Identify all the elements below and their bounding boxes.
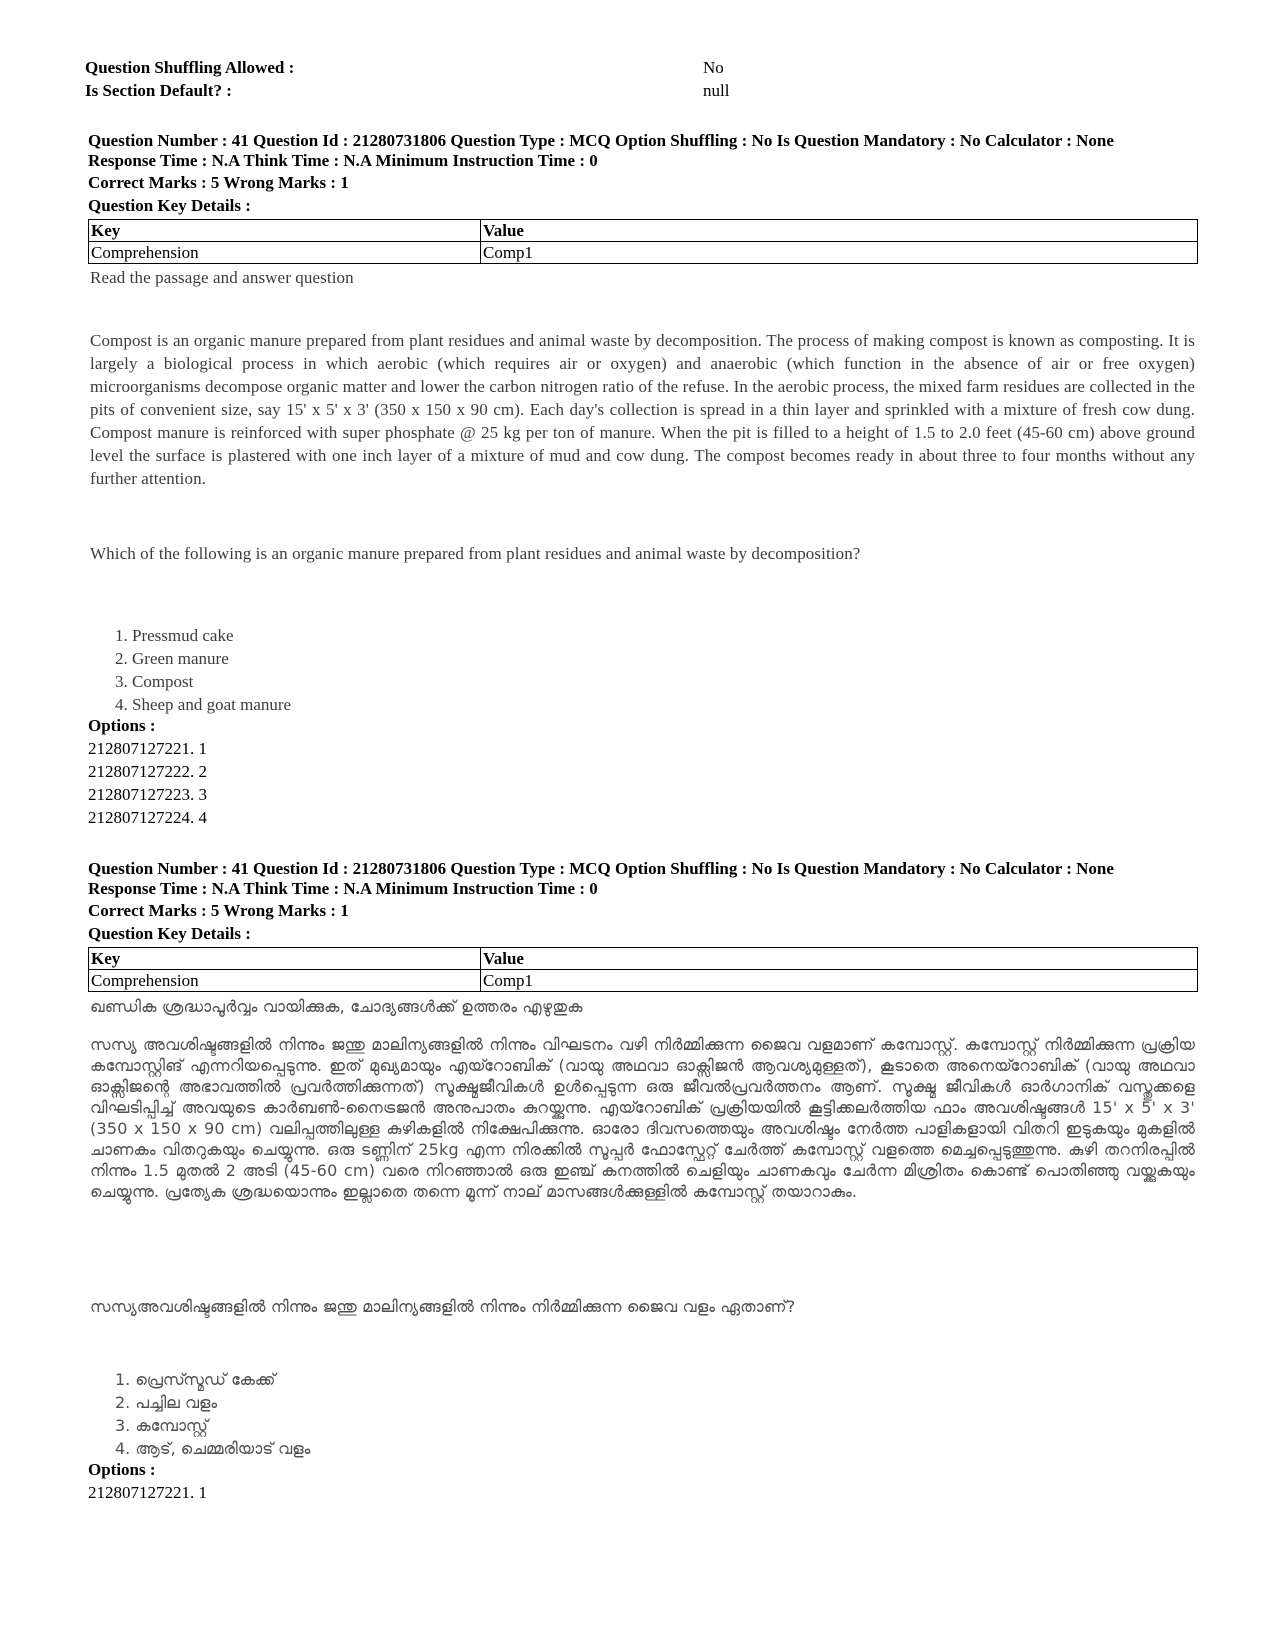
section-default-label: Is Section Default? :: [85, 81, 232, 100]
list-item: 4. ആട്, ചെമ്മരിയാട് വളം: [115, 1439, 311, 1458]
table-header-value: Value: [481, 948, 1198, 970]
shuffle-label: Question Shuffling Allowed :: [85, 58, 295, 77]
question-text: സസ്യഅവശിഷ്ടങ്ങളിൽ നിന്നും ജന്തു മാലിന്യങ്ങളിൽ നിന്നും നിർമ്മിക്കുന്ന ജൈവ വളം ഏതാണ്?: [90, 1297, 796, 1316]
table-cell-key: Comprehension: [89, 242, 481, 264]
table-row: [89, 970, 1198, 992]
passage-text: Compost is an organic manure prepared from plant residues and animal waste by decomposition. The process of making compost is known as composting. It is largely a biological process in which aerobic (which requires air or oxygen) and anaerobic (which function in the absence of air or free oxygen) microorganisms decompose organic matter and lower the carbon nitrogen ratio of the refuse. In the aerobic process, the mixed farm residues are collected in the pits of convenient size, say 15' x 5' x 3' (350 x 150 x 90 cm). Each day's collection is spread in a thin layer and sprinkled with a mixture of fresh cow dung. Compost manure is reinforced with super phosphate @ 25 kg per ton of manure. When the pit is filled to a height of 1.5 to 2.0 feet (45-60 cm) above ground level the surface is plastered with one inch layer of a mixture of mud and cow dung. The compost becomes ready in about three to four months without any further attention.: [90, 331, 1195, 488]
question-header-line2: Response Time : N.A Think Time : N.A Minimum Instruction Time : 0: [88, 879, 598, 898]
list-item: 2. പച്ചില വളം: [115, 1393, 218, 1412]
question-header: [88, 859, 1208, 899]
marks-line: Correct Marks : 5 Wrong Marks : 1: [88, 901, 349, 920]
question-header-line2: Response Time : N.A Think Time : N.A Minimum Instruction Time : 0: [88, 151, 598, 170]
options-label: Options :: [88, 716, 156, 735]
option-code: 212807127222. 2: [88, 762, 207, 781]
key-details-table: [88, 947, 1198, 992]
shuffle-value: No: [703, 58, 724, 77]
table-cell-key: Comprehension: [89, 970, 481, 992]
list-item: 1. പ്രെസ്സ്മഡ് കേക്ക്: [115, 1370, 276, 1389]
key-details-label: Question Key Details :: [88, 924, 251, 943]
question-text: Which of the following is an organic manure prepared from plant residues and animal waste by decomposition?: [90, 544, 861, 563]
table-header-key: Key: [89, 220, 481, 242]
list-item: 2. Green manure: [115, 649, 229, 668]
list-item: 3. കമ്പോസ്റ്റ്: [115, 1416, 208, 1435]
passage-instruction: Read the passage and answer question: [90, 268, 354, 287]
list-item: 4. Sheep and goat manure: [115, 695, 292, 714]
option-code: 212807127221. 1: [88, 739, 207, 758]
table-row: [89, 242, 1198, 264]
option-code: 212807127221. 1: [88, 1483, 207, 1502]
table-header-row: [89, 948, 1198, 970]
table-cell-value: Comp1: [481, 970, 1198, 992]
table-header-row: [89, 220, 1198, 242]
key-details-table: [88, 219, 1198, 264]
marks-line: Correct Marks : 5 Wrong Marks : 1: [88, 173, 349, 192]
option-code: 212807127224. 4: [88, 808, 207, 827]
choice-list: [115, 624, 291, 716]
key-details-label: Question Key Details :: [88, 196, 251, 215]
table-header-key: Key: [89, 948, 481, 970]
section-default-value: null: [703, 81, 730, 100]
option-code: 212807127223. 3: [88, 785, 207, 804]
question-header-line1: Question Number : 41 Question Id : 21280731806 Question Type : MCQ Option Shuffling : No Is Question Mandatory : No Calculator : None: [88, 859, 1114, 878]
question-header-line1: Question Number : 41 Question Id : 21280731806 Question Type : MCQ Option Shuffling : No Is Question Mandatory : No Calculator : None: [88, 131, 1114, 150]
options-label: Options :: [88, 1460, 156, 1479]
table-header-value: Value: [481, 220, 1198, 242]
passage-text: സസ്യ അവശിഷ്ടങ്ങളിൽ നിന്നും ജന്തു മാലിന്യങ്ങളിൽ നിന്നും വിഘടനം വഴി നിർമ്മിക്കുന്ന ജൈവ വളമാണ് കമ്പോസ്റ്റ്. കമ്പോസ്റ്റ് നിർമ്മിക്കുന്ന പ്രക്രിയ കമ്പോസ്റ്റിങ് എന്നറിയപ്പെടുന്നു. ഇത് മുഖ്യമായും എയ്റോബിക് (വായു അഥവാ ഓക്സിജൻ ആവശ്യമുള്ളത്), കൂടാതെ അനെയ്റോബിക് (വായു അഥവാ ഓക്സിജന്റെ അഭാവത്തിൽ പ്രവർത്തിക്കുന്നത്) സൂക്ഷ്മജീവികൾ ഉൾപ്പെടുന്ന ഒരു ജീവൽപ്രവർത്തനം ആണ്. സൂക്ഷ്മ ജീവികൾ ഓർഗാനിക് വസ്തുക്കളെ വിഘടിപ്പിച്ച് അവയുടെ കാർബൺ-നൈട്രജൻ അനുപാതം കുറയ്ക്കുന്നു. എയ്റോബിക് പ്രക്രിയയിൽ കൂട്ടിക്കലർത്തിയ ഫാം അവശിഷ്ടങ്ങൾ 15' x 5' x 3' (350 x 150 x 90 cm) വലിപ്പത്തിലുള്ള കുഴികളിൽ നിക്ഷേപിക്കുന്നു. ഓരോ ദിവസത്തെയും അവശിഷ്ടം നേർത്ത പാളികളായി വിതറി ഇടുകയും മുകളിൽ ചാണകം വിതറുകയും ചെയ്യുന്നു. ഒരു ടണ്ണിന് 25kg എന്ന നിരക്കിൽ സൂപ്പർ ഫോസ്ഫേറ്റ് ചേർത്ത് കമ്പോസ്റ്റ് വളത്തെ മെച്ചപ്പെടുത്തുന്നു. കുഴി തറനിരപ്പിൽ നിന്നും 1.5 മുതൽ 2 അടി (45-60 cm) വരെ നിറഞ്ഞാൽ ഒരു ഇഞ്ച് കനത്തിൽ ചെളിയും ചാണകവും ചേർന്ന മിശ്രിതം കൊണ്ട് പൊതിഞ്ഞു വയ്ക്കുകയും ചെയ്യുന്നു. പ്രത്യേക ശ്രദ്ധയൊന്നും ഇല്ലാതെ തന്നെ മൂന്ന് നാല് മാസങ്ങൾക്കുള്ളിൽ കമ്പോസ്റ്റ് തയാറാകും.: [90, 1035, 1195, 1201]
list-item: 3. Compost: [115, 672, 194, 691]
question-header: [88, 131, 1208, 171]
choice-list: [115, 1368, 310, 1460]
list-item: 1. Pressmud cake: [115, 626, 234, 645]
passage-instruction: ഖണ്ഡിക ശ്രദ്ധാപൂർവ്വം വായിക്കുക, ചോദ്യങ്ങൾക്ക് ഉത്തരം എഴുതുക: [90, 997, 583, 1016]
table-cell-value: Comp1: [481, 242, 1198, 264]
